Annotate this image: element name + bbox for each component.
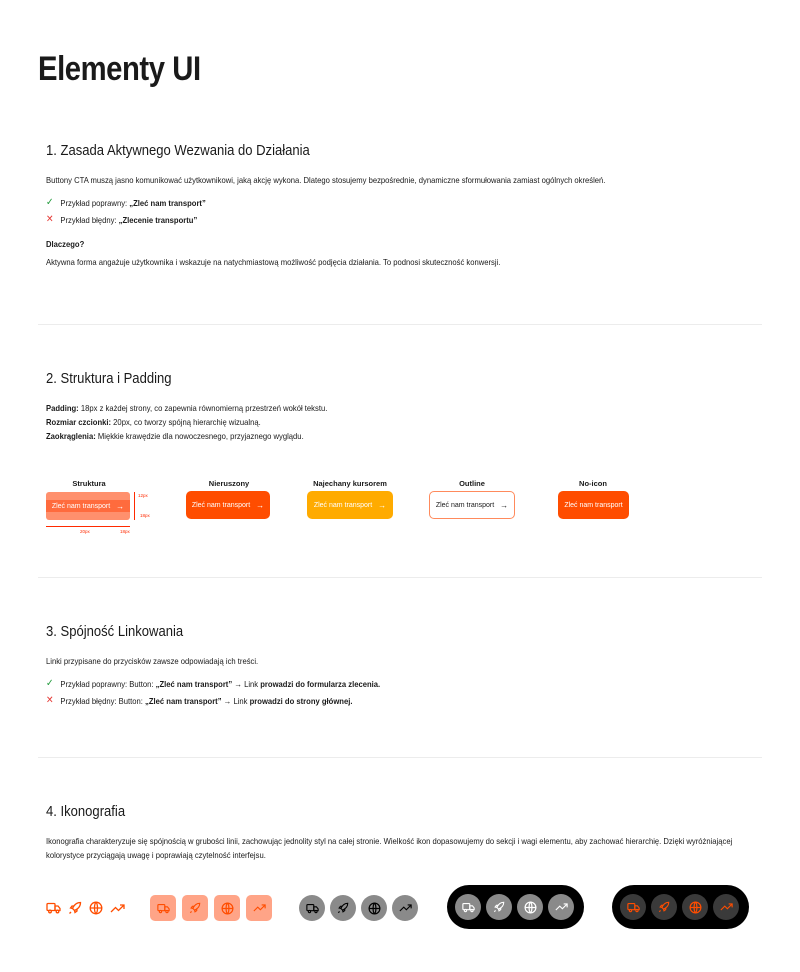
good-value: „Zleć nam transport” <box>129 197 206 208</box>
truck-icon <box>46 902 61 914</box>
measure-side-label: 18px <box>140 513 150 518</box>
good-button-text: „Zleć nam transport” <box>155 678 233 689</box>
cta-button-hover[interactable] <box>307 491 393 519</box>
radius-line <box>46 429 690 443</box>
arrow-right-icon: → <box>256 500 265 510</box>
label-text: Nieruszony <box>208 479 250 488</box>
bad-link-text: prowadzi do strony głównej. <box>249 695 353 706</box>
icon-set-dark-pill-orange <box>612 885 749 929</box>
measure-right-label: 18px <box>120 529 130 534</box>
section-title: 3. Spójność Linkowania <box>46 624 184 640</box>
section-title: 4. Ikonografia <box>46 804 126 820</box>
icon-set-gray-circles <box>299 893 423 923</box>
font-line <box>46 415 690 429</box>
arrow-right-icon: → <box>378 500 387 510</box>
truck-icon[interactable] <box>455 894 481 920</box>
button-text: Zleć nam transport <box>191 501 251 509</box>
rocket-icon <box>68 901 82 915</box>
section-iconography <box>46 804 762 862</box>
good-example <box>46 197 690 208</box>
font-label: Rozmiar czcionki: <box>46 417 112 427</box>
bad-example <box>46 214 690 225</box>
rocket-icon[interactable] <box>486 894 512 920</box>
trend-up-icon[interactable] <box>246 895 272 921</box>
section-structure <box>46 371 762 443</box>
section-cta-principle <box>46 143 762 269</box>
globe-icon[interactable] <box>214 895 240 921</box>
good-link-text: prowadzi do formularza zlecenia. <box>260 678 381 689</box>
good-mid: → Link <box>232 678 261 689</box>
rocket-icon[interactable] <box>651 894 677 920</box>
why-text: Aktywna forma angażuje użytkownika i wskazuje na natychmiastową możliwość podjęcia działania. To podnosi skuteczność konwersji. <box>46 257 501 267</box>
globe-icon[interactable] <box>517 894 543 920</box>
radius-text: Miękkie krawędzie dla nowoczesnego, przyjaznego wyglądu. <box>95 431 304 441</box>
truck-icon[interactable] <box>299 895 325 921</box>
section-desc: Linki przypisane do przycisków zawsze odpowiadają ich treści. <box>46 656 259 666</box>
structure-diagram <box>46 488 132 524</box>
rocket-icon[interactable] <box>330 895 356 921</box>
arrow-right-icon: → <box>116 501 125 511</box>
label-outline <box>427 473 517 491</box>
bad-prefix: Przykład błędny: Button: <box>60 695 146 706</box>
button-text: Zleć nam transport <box>564 501 623 509</box>
padding-label: Padding: <box>46 403 79 413</box>
cta-button-idle[interactable] <box>186 491 270 519</box>
trend-up-icon <box>110 903 125 914</box>
cta-button-outline[interactable] <box>429 491 515 519</box>
label-idle <box>184 473 274 491</box>
measure-top-label: 12px <box>138 493 148 498</box>
font-text: 20px, co tworzy spójną hierarchię wizualną. <box>111 417 261 427</box>
label-noicon <box>548 473 638 491</box>
cta-button-noicon[interactable] <box>558 491 629 519</box>
label-text: No-icon <box>579 479 607 488</box>
icon-set-dark-pill-white <box>447 885 584 929</box>
divider <box>38 577 762 578</box>
globe-icon[interactable] <box>682 894 708 920</box>
icon-set-squares <box>150 893 278 923</box>
cross-icon: ✕ <box>46 214 54 225</box>
arrow-right-icon: → <box>500 500 509 510</box>
trend-up-icon[interactable] <box>713 894 739 920</box>
good-prefix: Przykład poprawny: Button: <box>60 678 156 689</box>
trend-up-icon[interactable] <box>392 895 418 921</box>
cross-icon: ✕ <box>46 695 54 706</box>
good-example <box>46 678 690 689</box>
bad-value: „Zlecenie transportu” <box>118 214 198 225</box>
bad-prefix: Przykład błędny: <box>60 214 119 225</box>
globe-icon[interactable] <box>361 895 387 921</box>
trend-up-icon[interactable] <box>548 894 574 920</box>
structure-button-content <box>46 492 130 520</box>
radius-label: Zaokrąglenia: <box>46 431 96 441</box>
divider <box>38 757 762 758</box>
section-desc: Buttony CTA muszą jasno komunikować użytkownikowi, jaką akcję wykona. Dlatego stosujemy bezpośrednie, dynamiczne sformułowania zamiast ogólnych określeń. <box>46 175 606 185</box>
bad-button-text: „Zleć nam transport” <box>145 695 222 706</box>
check-icon: ✓ <box>46 197 54 208</box>
rocket-icon[interactable] <box>182 895 208 921</box>
icon-set-plain <box>46 893 125 923</box>
padding-text: 18px z każdej strony, co zapewnia równomierną przestrzeń wokół tekstu. <box>78 403 328 413</box>
check-icon: ✓ <box>46 678 54 689</box>
label-text: Struktura <box>72 479 106 488</box>
button-text: Zleć nam transport <box>51 502 111 510</box>
label-hover <box>305 473 395 491</box>
divider <box>38 324 762 325</box>
why-title: Dlaczego? <box>46 239 85 249</box>
bad-example <box>46 695 690 706</box>
button-text: Zleć nam transport <box>435 501 495 509</box>
measure-line-bottom <box>46 526 130 527</box>
page-title: Elementy UI <box>38 50 201 88</box>
section-linking <box>46 624 762 706</box>
truck-icon[interactable] <box>620 894 646 920</box>
measure-font-label: 20px <box>80 529 90 534</box>
label-text: Najechany kursorem <box>313 479 387 488</box>
section-title: 1. Zasada Aktywnego Wezwania do Działania <box>46 143 310 159</box>
section-desc: Ikonografia charakteryzuje się spójnością w grubości linii, zachowując jednolity styl na całej stronie. Wielkość ikon dopasowujemy do sekcji i wagi elementu, aby zachować hierarchię. Dzięki wyróżniającej kolorystyce przyciągają uwagę i poprawiają czytelność interfejsu. <box>46 836 733 860</box>
label-text: Outline <box>459 479 485 488</box>
bad-mid: → Link <box>221 695 250 706</box>
section-title: 2. Struktura i Padding <box>46 371 172 387</box>
globe-icon <box>89 901 103 915</box>
button-text: Zleć nam transport <box>313 501 373 509</box>
measure-line-right <box>134 492 135 520</box>
good-prefix: Przykład poprawny: <box>60 197 130 208</box>
truck-icon[interactable] <box>150 895 176 921</box>
padding-line <box>46 401 690 415</box>
